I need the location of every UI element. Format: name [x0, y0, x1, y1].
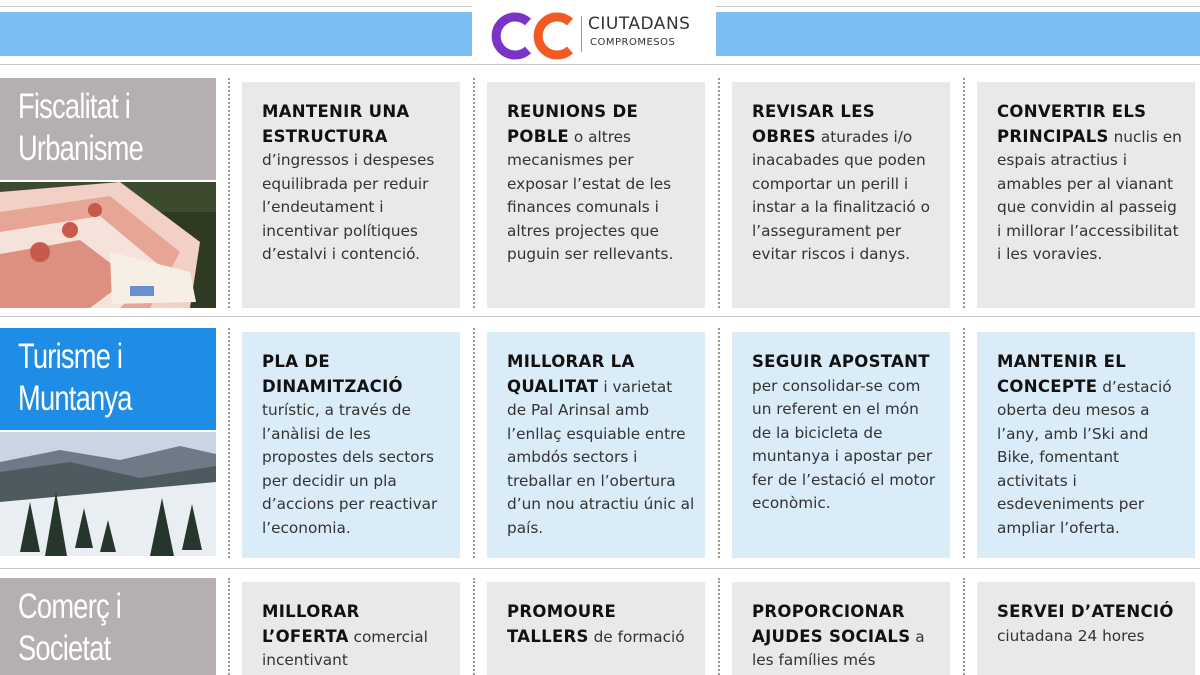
section-title — [0, 578, 216, 675]
column-separator — [473, 328, 475, 558]
proposal-lead: MANTENIR EL CONCEPTE — [997, 352, 1127, 396]
proposal-text: aturades i/o inacabades que poden comportar un perill i instar a la finalització o l’assegurament per evitar riscos i danys. — [752, 127, 931, 263]
header-rule-left — [0, 6, 472, 7]
column-separator — [473, 578, 475, 675]
column-separator — [963, 78, 965, 308]
header-bar-left — [0, 12, 472, 56]
proposal-text: comercial incentivant — [262, 627, 428, 669]
proposal-lead: PROPORCIONAR AJUDES SOCIALS — [752, 602, 911, 646]
proposal-card — [977, 82, 1195, 308]
column-separator — [228, 78, 230, 308]
proposal-text: o altres mecanismes per exposar l’estat de les finances comunals i altres projectes que puguin ser rellevants. — [507, 127, 674, 263]
header-bar-right — [716, 12, 1200, 56]
section-title-line2: Muntanya — [18, 379, 132, 418]
proposal-card — [977, 582, 1195, 675]
proposal-card — [487, 332, 705, 558]
section-turisme — [0, 328, 1200, 558]
proposal-lead: SERVEI D’ATENCIÓ — [997, 602, 1174, 621]
column-separator — [473, 78, 475, 308]
party-logo — [484, 8, 708, 60]
section-comerc — [0, 578, 1200, 675]
proposal-card — [242, 82, 460, 308]
proposal-text: d’ingressos i despeses equilibrada per reduir l’endeutament i incentivar polítiques d’estalvi i contenció. — [262, 151, 435, 263]
proposal-card — [487, 82, 705, 308]
proposal-card — [732, 332, 950, 558]
proposal-text: turístic, a través de l’anàlisi de les propostes dels sectors per decidir un pla d’accions per reactivar l’economia. — [262, 401, 438, 537]
proposal-lead: MILLORAR LA QUALITAT — [507, 352, 635, 396]
section-divider — [0, 568, 1200, 569]
proposal-card — [977, 332, 1195, 558]
brand-subtitle: COMPROMESOS — [590, 37, 676, 48]
section-title-line2: Urbanisme — [18, 129, 143, 168]
column-separator — [963, 328, 965, 558]
column-separator — [228, 578, 230, 675]
section-title-line1: Comerç i — [18, 587, 121, 626]
proposal-lead: PROMOURE TALLERS — [507, 602, 617, 646]
column-separator — [718, 578, 720, 675]
proposal-card — [242, 332, 460, 558]
proposal-card — [732, 82, 950, 308]
section-divider — [0, 64, 1200, 65]
proposal-lead: REUNIONS DE POBLE — [507, 102, 639, 146]
proposal-card — [732, 582, 950, 675]
proposal-lead: PLA DE DINAMITZACIÓ — [262, 352, 403, 396]
section-title-line1: Fiscalitat i — [18, 87, 131, 126]
proposal-card — [487, 582, 705, 675]
proposal-text: a les famílies més — [752, 627, 925, 669]
brand-name: CIUTADANS — [588, 14, 691, 34]
section-title-line1: Turisme i — [18, 337, 123, 376]
proposal-card — [242, 582, 460, 675]
column-separator — [228, 328, 230, 558]
proposal-lead: MILLORAR L’OFERTA — [262, 602, 360, 646]
snowy-mountain-photo — [0, 432, 216, 556]
proposal-text: de formació — [588, 627, 685, 646]
section-title — [0, 78, 216, 180]
header-rule-right — [716, 6, 1200, 7]
proposal-lead: MANTENIR UNA ESTRUCTURA — [262, 102, 410, 146]
proposal-text: nuclis en espais atractius i amables per al vianant que convidin al passeig i millorar l’accessibilitat i les voravies. — [997, 127, 1182, 263]
section-title — [0, 328, 216, 430]
proposal-text: i varietat de Pal Arinsal amb l’enllaç esquiable entre ambdós sectors i treballar en l’obertura d’un nou atractiu únic al país. — [507, 377, 695, 537]
proposal-lead: CONVERTIR ELS PRINCIPALS — [997, 102, 1147, 146]
column-separator — [718, 78, 720, 308]
proposal-text: per consolidar-se com un referent en el món de la bicicleta de muntanya i apostar per fer de l’estació el motor econòmic. — [752, 376, 936, 512]
cc-logo-icon — [484, 12, 580, 60]
proposal-lead: SEGUIR APOSTANT — [752, 352, 930, 371]
proposal-text: d’estació oberta deu mesos a l’any, amb l’Ski and Bike, fomentant activitats i esdeveniments per ampliar l’oferta. — [997, 377, 1172, 537]
column-separator — [963, 578, 965, 675]
column-separator — [718, 328, 720, 558]
proposal-lead: REVISAR LES OBRES — [752, 102, 875, 146]
proposal-text: ciutadana 24 hores — [997, 626, 1145, 645]
section-title-line2: Societat — [18, 629, 111, 668]
section-divider — [0, 316, 1200, 317]
logo-separator — [581, 16, 582, 52]
euro-banknotes-photo — [0, 182, 216, 308]
section-fiscalitat — [0, 78, 1200, 308]
